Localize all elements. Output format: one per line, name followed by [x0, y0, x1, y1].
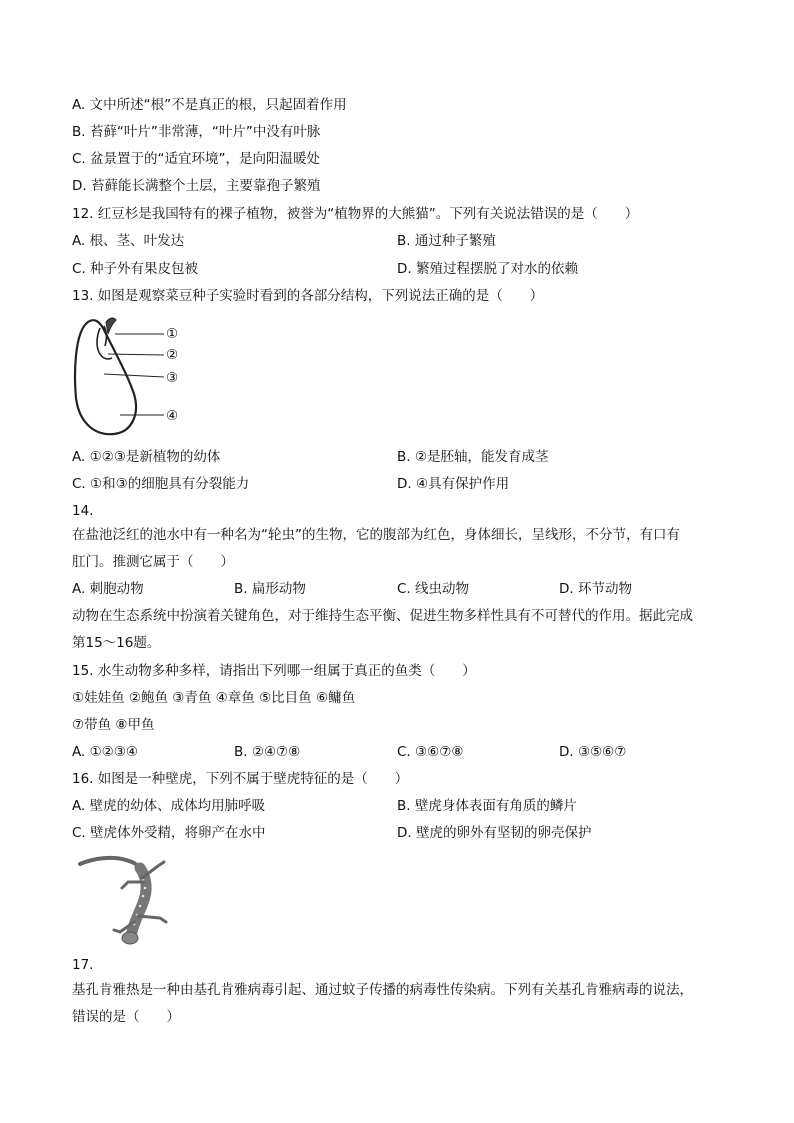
q14-stem-line2: 肛门。推测它属于（ ） — [72, 554, 234, 570]
q12-option-a: A. 根、茎、叶发达 — [72, 233, 185, 249]
q13-option-c: C. ①和③的细胞具有分裂能力 — [72, 476, 250, 492]
q17-stem-line1: 基孔肯雅热是一种由基孔肯雅病毒引起、通过蚊子传播的病毒性传染病。下列有关基孔肯雅病毒的说法， — [72, 982, 693, 998]
q16-option-a: A. 壁虎的幼体、成体均用肺呼吸 — [72, 798, 266, 814]
q13-label-3: ③ — [166, 370, 179, 386]
q15-items-line1: ①娃娃鱼 ②鲍鱼 ③青鱼 ④章鱼 ⑤比目鱼 ⑥鳙鱼 — [72, 690, 356, 706]
q14-stem-line1: 在盐池泛红的池水中有一种名为“轮虫”的生物，它的腹部为红色，身体细长，呈线形，不分节，有口有 — [72, 527, 680, 543]
q15-option-b: B. ②④⑦⑧ — [234, 744, 301, 760]
q17-stem-line2: 错误的是（ ） — [72, 1009, 180, 1025]
q13-option-b: B. ②是胚轴，能发育成茎 — [397, 449, 549, 465]
q15-option-a: A. ①②③④ — [72, 744, 138, 760]
q12-option-d: D. 繁殖过程摆脱了对水的依赖 — [397, 261, 578, 277]
q16-stem: 16. 如图是一种壁虎，下列不属于壁虎特征的是（ ） — [72, 771, 409, 787]
q15-option-d: D. ③⑤⑥⑦ — [559, 744, 627, 760]
intro-line2: 第15～16题。 — [72, 635, 161, 651]
q14-option-b: B. 扁形动物 — [234, 581, 306, 597]
plumule — [106, 318, 116, 334]
intro-line1: 动物在生态系统中扮演着关键角色，对于维持生态平衡、促进生物多样性具有不可替代的作用。据此完成 — [72, 608, 693, 624]
q16-option-d: D. 壁虎的卵外有坚韧的卵壳保护 — [397, 825, 592, 841]
q14-number: 14. — [72, 503, 94, 519]
gecko-image — [74, 852, 174, 948]
q15-items-line2: ⑦带鱼 ⑧甲鱼 — [72, 717, 155, 733]
q14-option-a: A. 刺胞动物 — [72, 581, 144, 597]
q13-option-d: D. ④具有保护作用 — [397, 476, 510, 492]
q11-option-a: A. 文中所述“根”不是真正的根，只起固着作用 — [72, 97, 347, 113]
q12-option-c: C. 种子外有果皮包被 — [72, 261, 199, 277]
q14-option-c: C. 线虫动物 — [397, 581, 470, 597]
q13-label-2: ② — [166, 347, 179, 363]
q13-label-1: ① — [166, 326, 179, 342]
q14-option-d: D. 环节动物 — [559, 581, 632, 597]
q15-option-c: C. ③⑥⑦⑧ — [397, 744, 464, 760]
gecko-tail — [80, 858, 142, 872]
q13-stem: 13. 如图是观察菜豆种子实验时看到的各部分结构，下列说法正确的是（ ） — [72, 288, 544, 304]
q13-option-a: A. ①②③是新植物的幼体 — [72, 449, 221, 465]
q16-option-c: C. 壁虎体外受精，将卵产在水中 — [72, 825, 266, 841]
gecko-head — [122, 932, 138, 944]
q17-number: 17. — [72, 957, 94, 973]
seed-coat-outline — [75, 320, 136, 434]
q13-label-4: ④ — [166, 408, 179, 424]
q12-option-b: B. 通过种子繁殖 — [397, 233, 496, 249]
q15-stem: 15. 水生动物多种多样，请指出下列哪一组属于真正的鱼类（ ） — [72, 663, 476, 679]
q11-option-d: D. 苔藓能长满整个土层，主要靠孢子繁殖 — [72, 178, 321, 194]
q11-option-c: C. 盆景置于的“适宜环境”，是向阳温暖处 — [72, 151, 320, 167]
q11-option-b: B. 苔藓“叶片”非常薄，“叶片”中没有叶脉 — [72, 124, 321, 140]
q12-stem: 12. 红豆杉是我国特有的裸子植物，被誉为“植物界的大熊猫”。下列有关说法错误的是（ ） — [72, 206, 639, 222]
q16-option-b: B. 壁虎身体表面有角质的鳞片 — [397, 798, 577, 814]
